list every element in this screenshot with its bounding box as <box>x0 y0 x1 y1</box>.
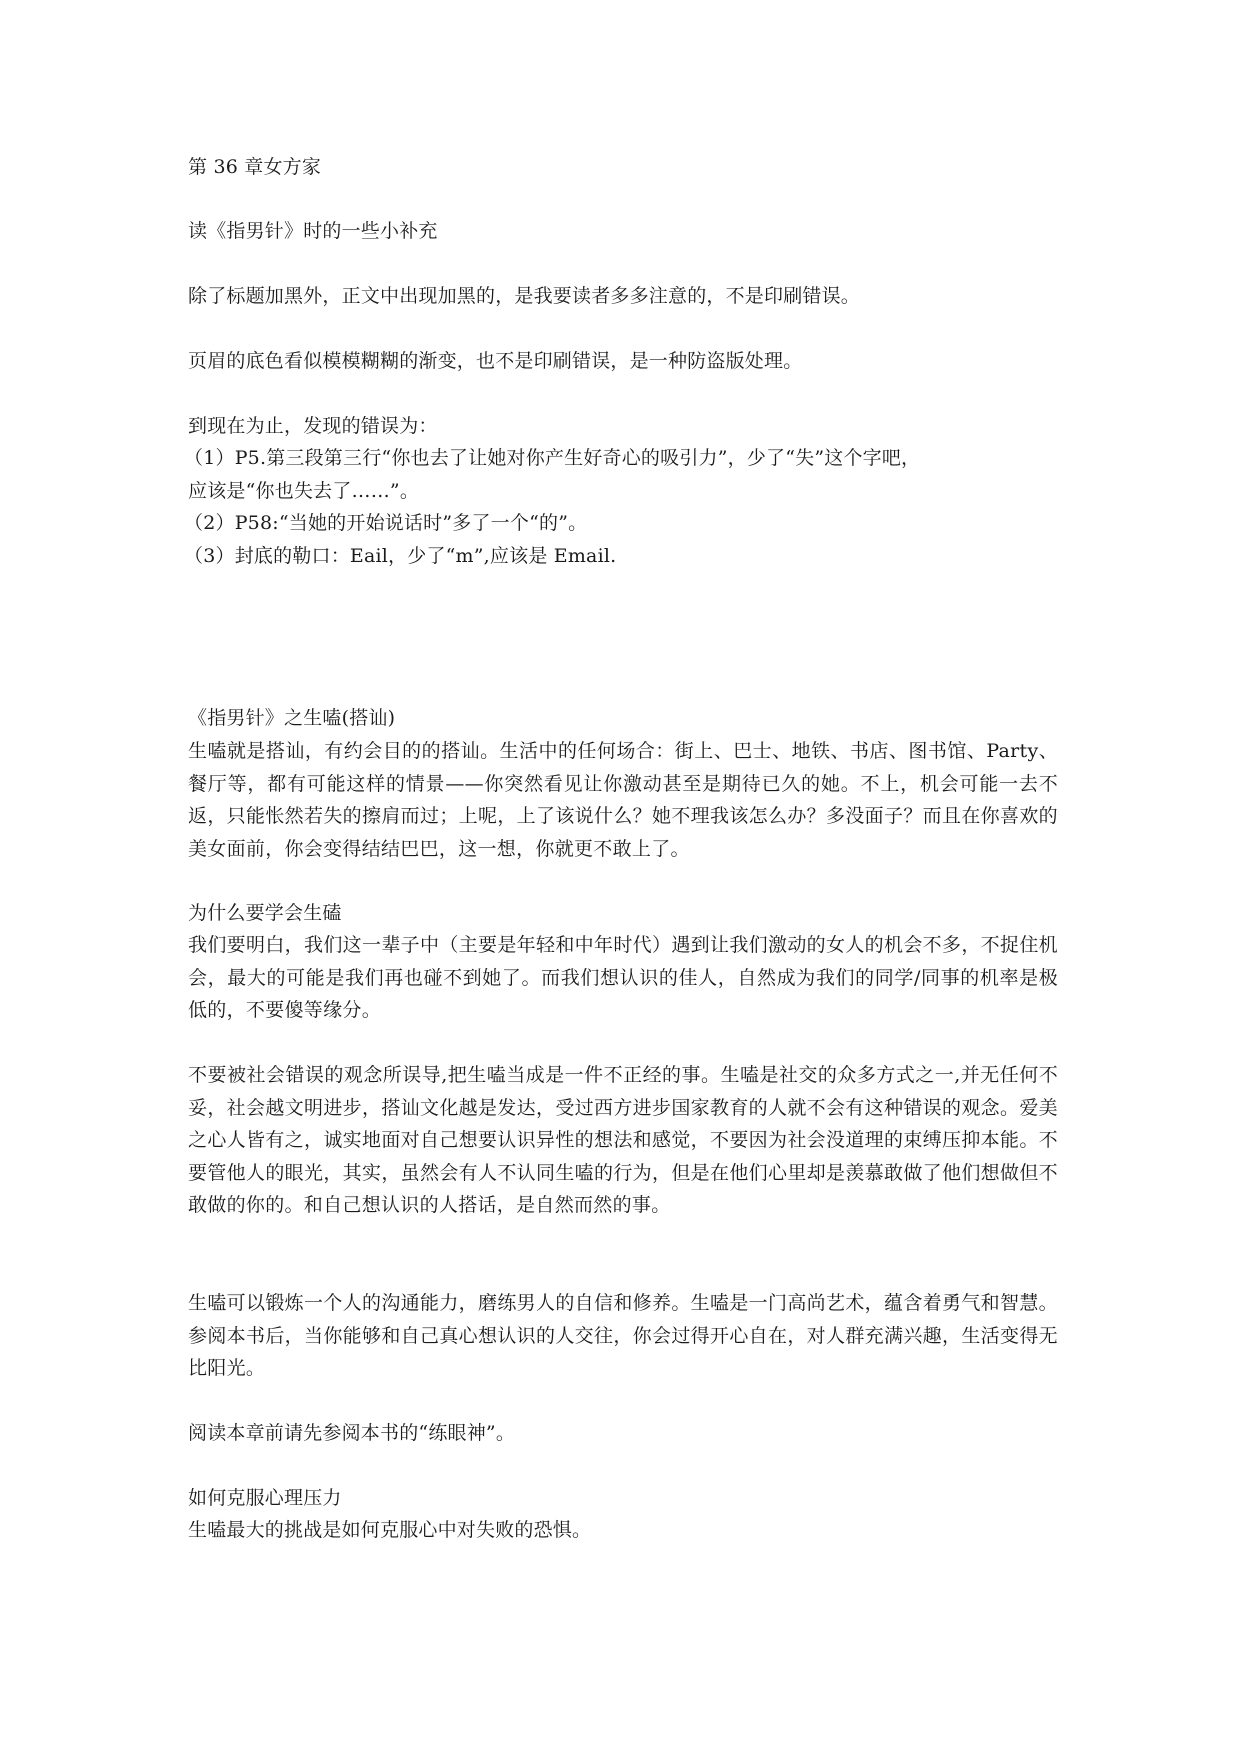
article-title: 《指男针》之生嗑(搭讪) <box>188 707 396 729</box>
section-heading-pressure: 如何克服心理压力 <box>188 1487 342 1509</box>
reading-note: 阅读本章前请先参阅本书的“练眼神”。 <box>188 1422 516 1444</box>
errata-intro: 到现在为止，发现的错误为： <box>188 415 438 437</box>
errata-item-1-line-2: 应该是“你也失去了……”。 <box>188 480 420 502</box>
why-paragraph: 我们要明白，我们这一辈子中（主要是年轻和中年时代）遇到让我们激动的女人的机会不多，不捉住机会，最大的可能是我们再也碰不到她了。而我们想认识的佳人，自然成为我们的同学/同事的机率是极低的，不要傻等缘分。 <box>188 934 1058 1021</box>
chapter-title: 第 36 章女方家 <box>188 156 322 178</box>
bold-print-note: 除了标题加黑外，正文中出现加黑的，是我要读者多多注意的，不是印刷错误。 <box>188 285 861 307</box>
benefits-paragraph: 生嗑可以锻炼一个人的沟通能力，磨练男人的自信和修养。生嗑是一门高尚艺术，蕴含着勇气和智慧。参阅本书后，当你能够和自己真心想认识的人交往，你会过得开心自在，对人群充满兴趣，生活变得无比阳光。 <box>188 1292 1058 1379</box>
errata-item-3: （3）封底的勒口：Eail，少了“m”,应该是 Email. <box>184 545 617 567</box>
section-heading-why: 为什么要学会生磕 <box>188 902 342 924</box>
header-shading-note: 页眉的底色看似模模糊糊的渐变，也不是印刷错误，是一种防盗版处理。 <box>188 350 803 372</box>
errata-item-2: （2）P58:“当她的开始说话时”多了一个“的”。 <box>184 512 588 534</box>
document-page <box>184 0 1058 1754</box>
intro-paragraph: 生嗑就是搭讪，有约会目的的搭讪。生活中的任何场合：街上、巴士、地铁、书店、图书馆、Party、餐厅等，都有可能这样的情景——你突然看见让你激动甚至是期待已久的她。不上，机会可能一去不返，只能怅然若失的擦肩而过；上呢，上了该说什么？她不理我该怎么办？多没面子？而且在你喜欢的美女面前，你会变得结结巴巴，这一想，你就更不敢上了。 <box>188 740 1058 860</box>
pressure-paragraph: 生嗑最大的挑战是如何克服心中对失败的恐惧。 <box>188 1519 592 1541</box>
document-subtitle: 读《指男针》时的一些小补充 <box>188 220 438 242</box>
misconception-paragraph: 不要被社会错误的观念所误导,把生嗑当成是一件不正经的事。生嗑是社交的众多方式之一,并无任何不妥，社会越文明进步，搭讪文化越是发达，受过西方进步国家教育的人就不会有这种错误的观念。爱美之心人皆有之，诚实地面对自己想要认识异性的想法和感觉，不要因为社会没道理的束缚压抑本能。不要管他人的眼光，其实，虽然会有人不认同生嗑的行为，但是在他们心里却是羡慕敢做了他们想做但不敢做的你的。和自己想认识的人搭话，是自然而然的事。 <box>188 1064 1058 1216</box>
errata-item-1-line-1: （1）P5.第三段第三行“你也去了让她对你产生好奇心的吸引力”，少了“失”这个字吧， <box>184 447 921 469</box>
